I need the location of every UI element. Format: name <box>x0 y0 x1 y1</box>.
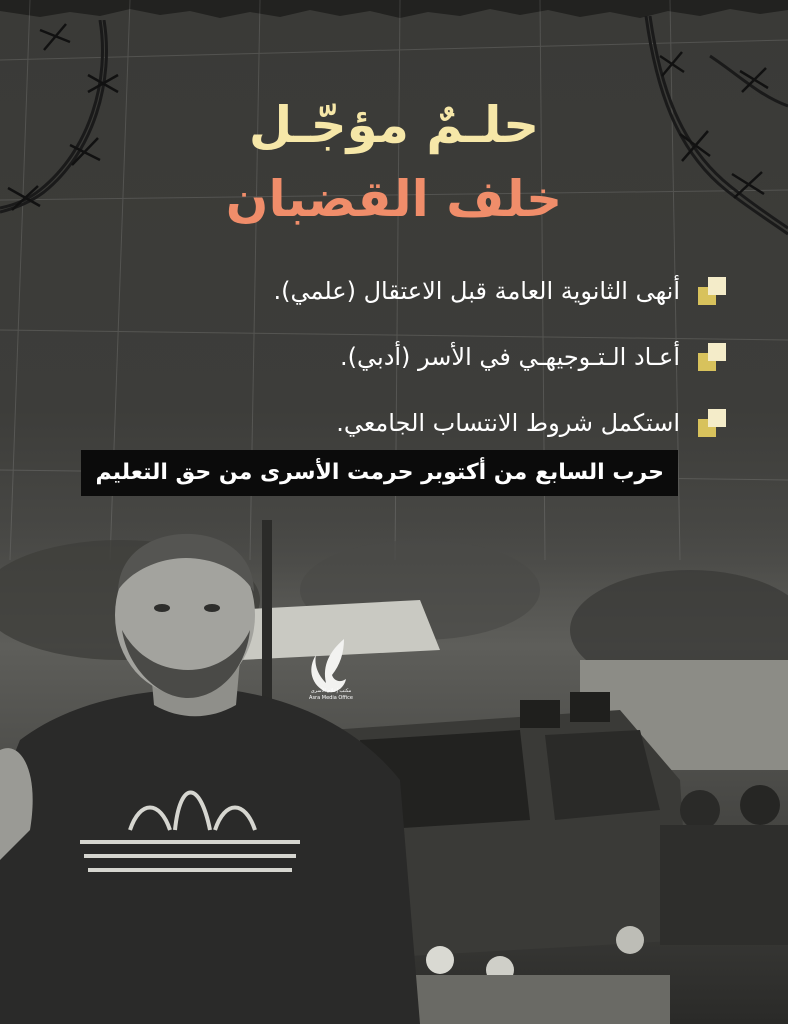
bullet-text: أعـاد الـتـوجيهـي في الأسر (أدبي). <box>340 343 680 371</box>
logo-arabic: مكتب إعلام الأسرى <box>310 688 352 694</box>
square-bullet-icon <box>698 343 726 371</box>
square-bullet-icon <box>698 277 726 305</box>
title-line-1: حلـمٌ مؤجّـل <box>248 96 540 154</box>
list-item <box>126 258 726 324</box>
person-photo <box>0 530 430 1024</box>
bullet-list <box>126 258 726 456</box>
bullet-text: استكمل شروط الانتساب الجامعي. <box>336 409 680 437</box>
list-item <box>126 390 726 456</box>
list-item <box>126 324 726 390</box>
banner-caption: حرب السابع من أكتوبر حرمت الأسرى من حق التعليم <box>81 450 678 496</box>
title-line-2: خلف القضبان <box>225 170 563 228</box>
logo-english: Asra Media Office <box>309 695 353 701</box>
bullet-text: أنهى الثانوية العامة قبل الاعتقال (علمي). <box>273 277 680 305</box>
square-bullet-icon <box>698 409 726 437</box>
